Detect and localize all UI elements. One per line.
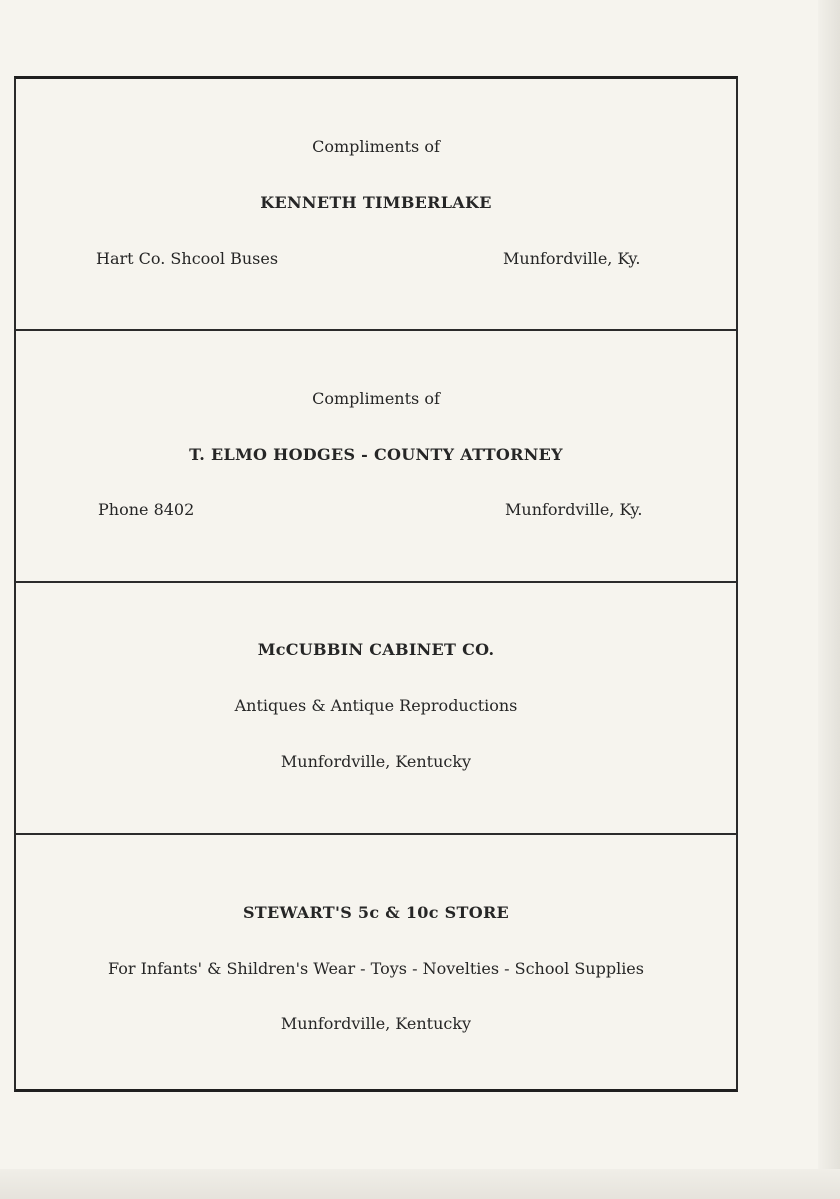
ad-detail-right: Munfordville, Ky. bbox=[505, 500, 643, 519]
section-divider bbox=[16, 581, 736, 583]
ad-page-frame bbox=[14, 76, 738, 1092]
ad-description: For Infants' & Shildren's Wear - Toys - Novelties - School Supplies bbox=[108, 959, 644, 978]
ad-detail-left: Phone 8402 bbox=[98, 500, 195, 519]
section-divider bbox=[16, 833, 736, 835]
ad-business-name: T. ELMO HODGES - COUNTY ATTORNEY bbox=[189, 445, 563, 464]
ad-business-name: STEWART'S 5c & 10c STORE bbox=[242, 903, 510, 922]
page-edge-shadow bbox=[818, 0, 840, 1199]
ad-description: Antiques & Antique Reproductions bbox=[234, 696, 518, 715]
ad-intro: Compliments of bbox=[312, 389, 440, 408]
ad-intro: Compliments of bbox=[312, 137, 440, 156]
ad-location: Munfordville, Kentucky bbox=[280, 752, 472, 771]
ad-detail-right: Munfordville, Ky. bbox=[503, 249, 641, 268]
ad-business-name: KENNETH TIMBERLAKE bbox=[260, 193, 492, 212]
ad-detail-left: Hart Co. Shcool Buses bbox=[96, 249, 279, 268]
ad-business-name: McCUBBIN CABINET CO. bbox=[257, 640, 495, 659]
section-divider bbox=[16, 329, 736, 331]
page-bottom-strip bbox=[0, 1169, 840, 1199]
ad-location: Munfordville, Kentucky bbox=[280, 1014, 472, 1033]
